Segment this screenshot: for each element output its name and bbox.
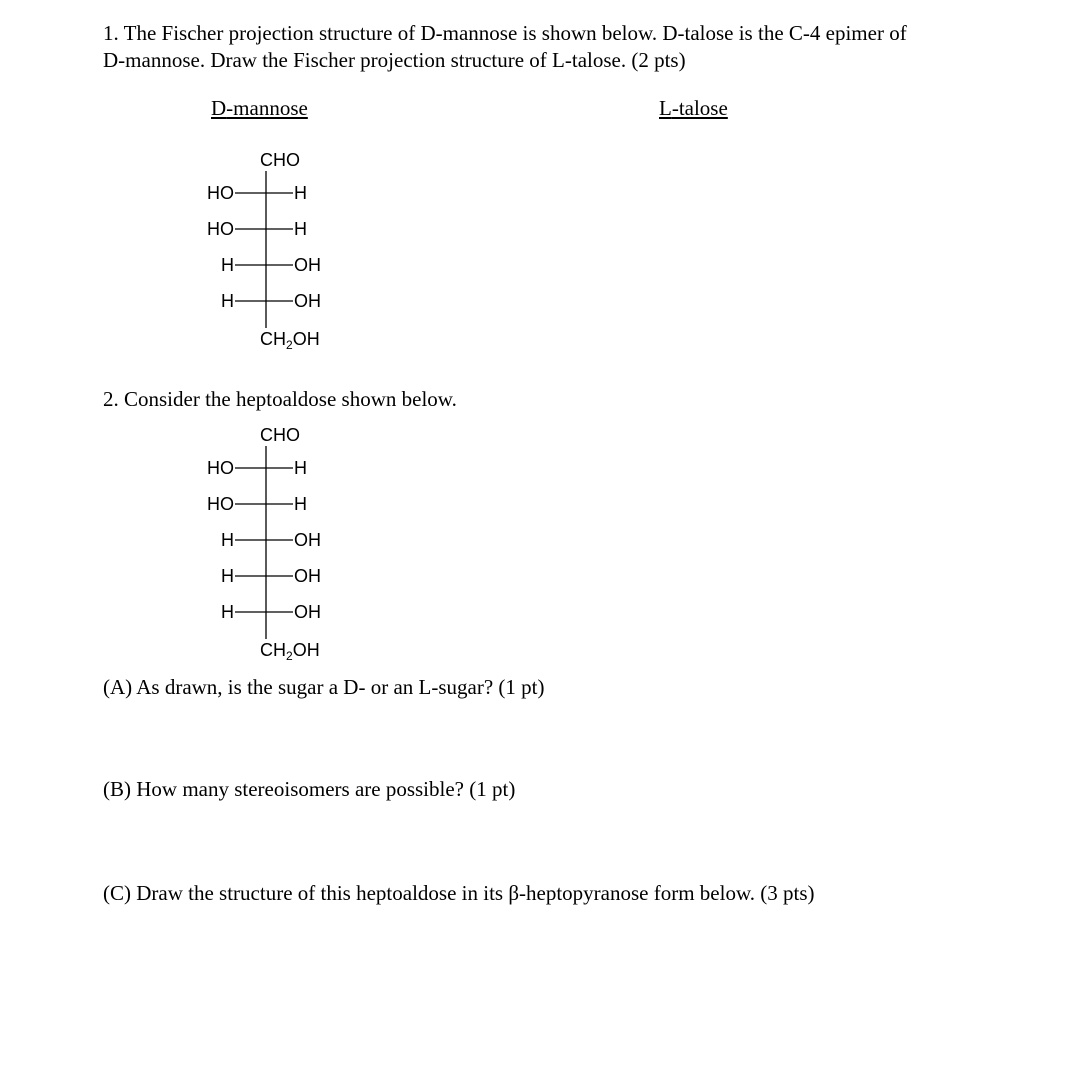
fischer-right-2: H — [294, 219, 307, 239]
fischer-right-4: OH — [294, 291, 321, 311]
fischer-right-1: H — [294, 458, 307, 478]
fischer-top-group: CHO — [260, 150, 300, 170]
fischer-right-3: OH — [294, 530, 321, 550]
fischer-left-1: HO — [207, 183, 234, 203]
d-mannose-label: D-mannose — [211, 96, 308, 120]
fischer-top-group: CHO — [260, 425, 300, 445]
fischer-right-2: H — [294, 494, 307, 514]
fischer-bottom-group: $CH_2OH$ — [260, 329, 320, 352]
fischer-right-3: OH — [294, 255, 321, 275]
fischer-left-2: HO — [207, 494, 234, 514]
question-2c: (C) Draw the structure of this heptoaldose in its β-heptopyranose form below. (3 pts) — [103, 881, 815, 905]
d-mannose-fischer-projection — [190, 145, 350, 355]
fischer-left-3: H — [221, 255, 234, 275]
question-1-line-1: 1. The Fischer projection structure of D-mannose is shown below. D-talose is the C-4 epimer of — [103, 21, 907, 45]
fischer-bottom-group: $CH_2OH$ — [260, 640, 320, 663]
heptoaldose-fischer-projection — [190, 420, 350, 665]
fischer-left-3: H — [221, 530, 234, 550]
fischer-right-5: OH — [294, 602, 321, 622]
fischer-left-1: HO — [207, 458, 234, 478]
question-2b: (B) How many stereoisomers are possible? (1 pt) — [103, 777, 516, 801]
fischer-left-4: H — [221, 291, 234, 311]
fischer-left-4: H — [221, 566, 234, 586]
l-talose-label: L-talose — [659, 96, 728, 120]
fischer-left-5: H — [221, 602, 234, 622]
fischer-left-2: HO — [207, 219, 234, 239]
question-2-intro: 2. Consider the heptoaldose shown below. — [103, 387, 457, 411]
question-2a: (A) As drawn, is the sugar a D- or an L-sugar? (1 pt) — [103, 675, 545, 699]
fischer-right-4: OH — [294, 566, 321, 586]
fischer-right-1: H — [294, 183, 307, 203]
question-1-line-2: D-mannose. Draw the Fischer projection structure of L-talose. (2 pts) — [103, 48, 686, 72]
